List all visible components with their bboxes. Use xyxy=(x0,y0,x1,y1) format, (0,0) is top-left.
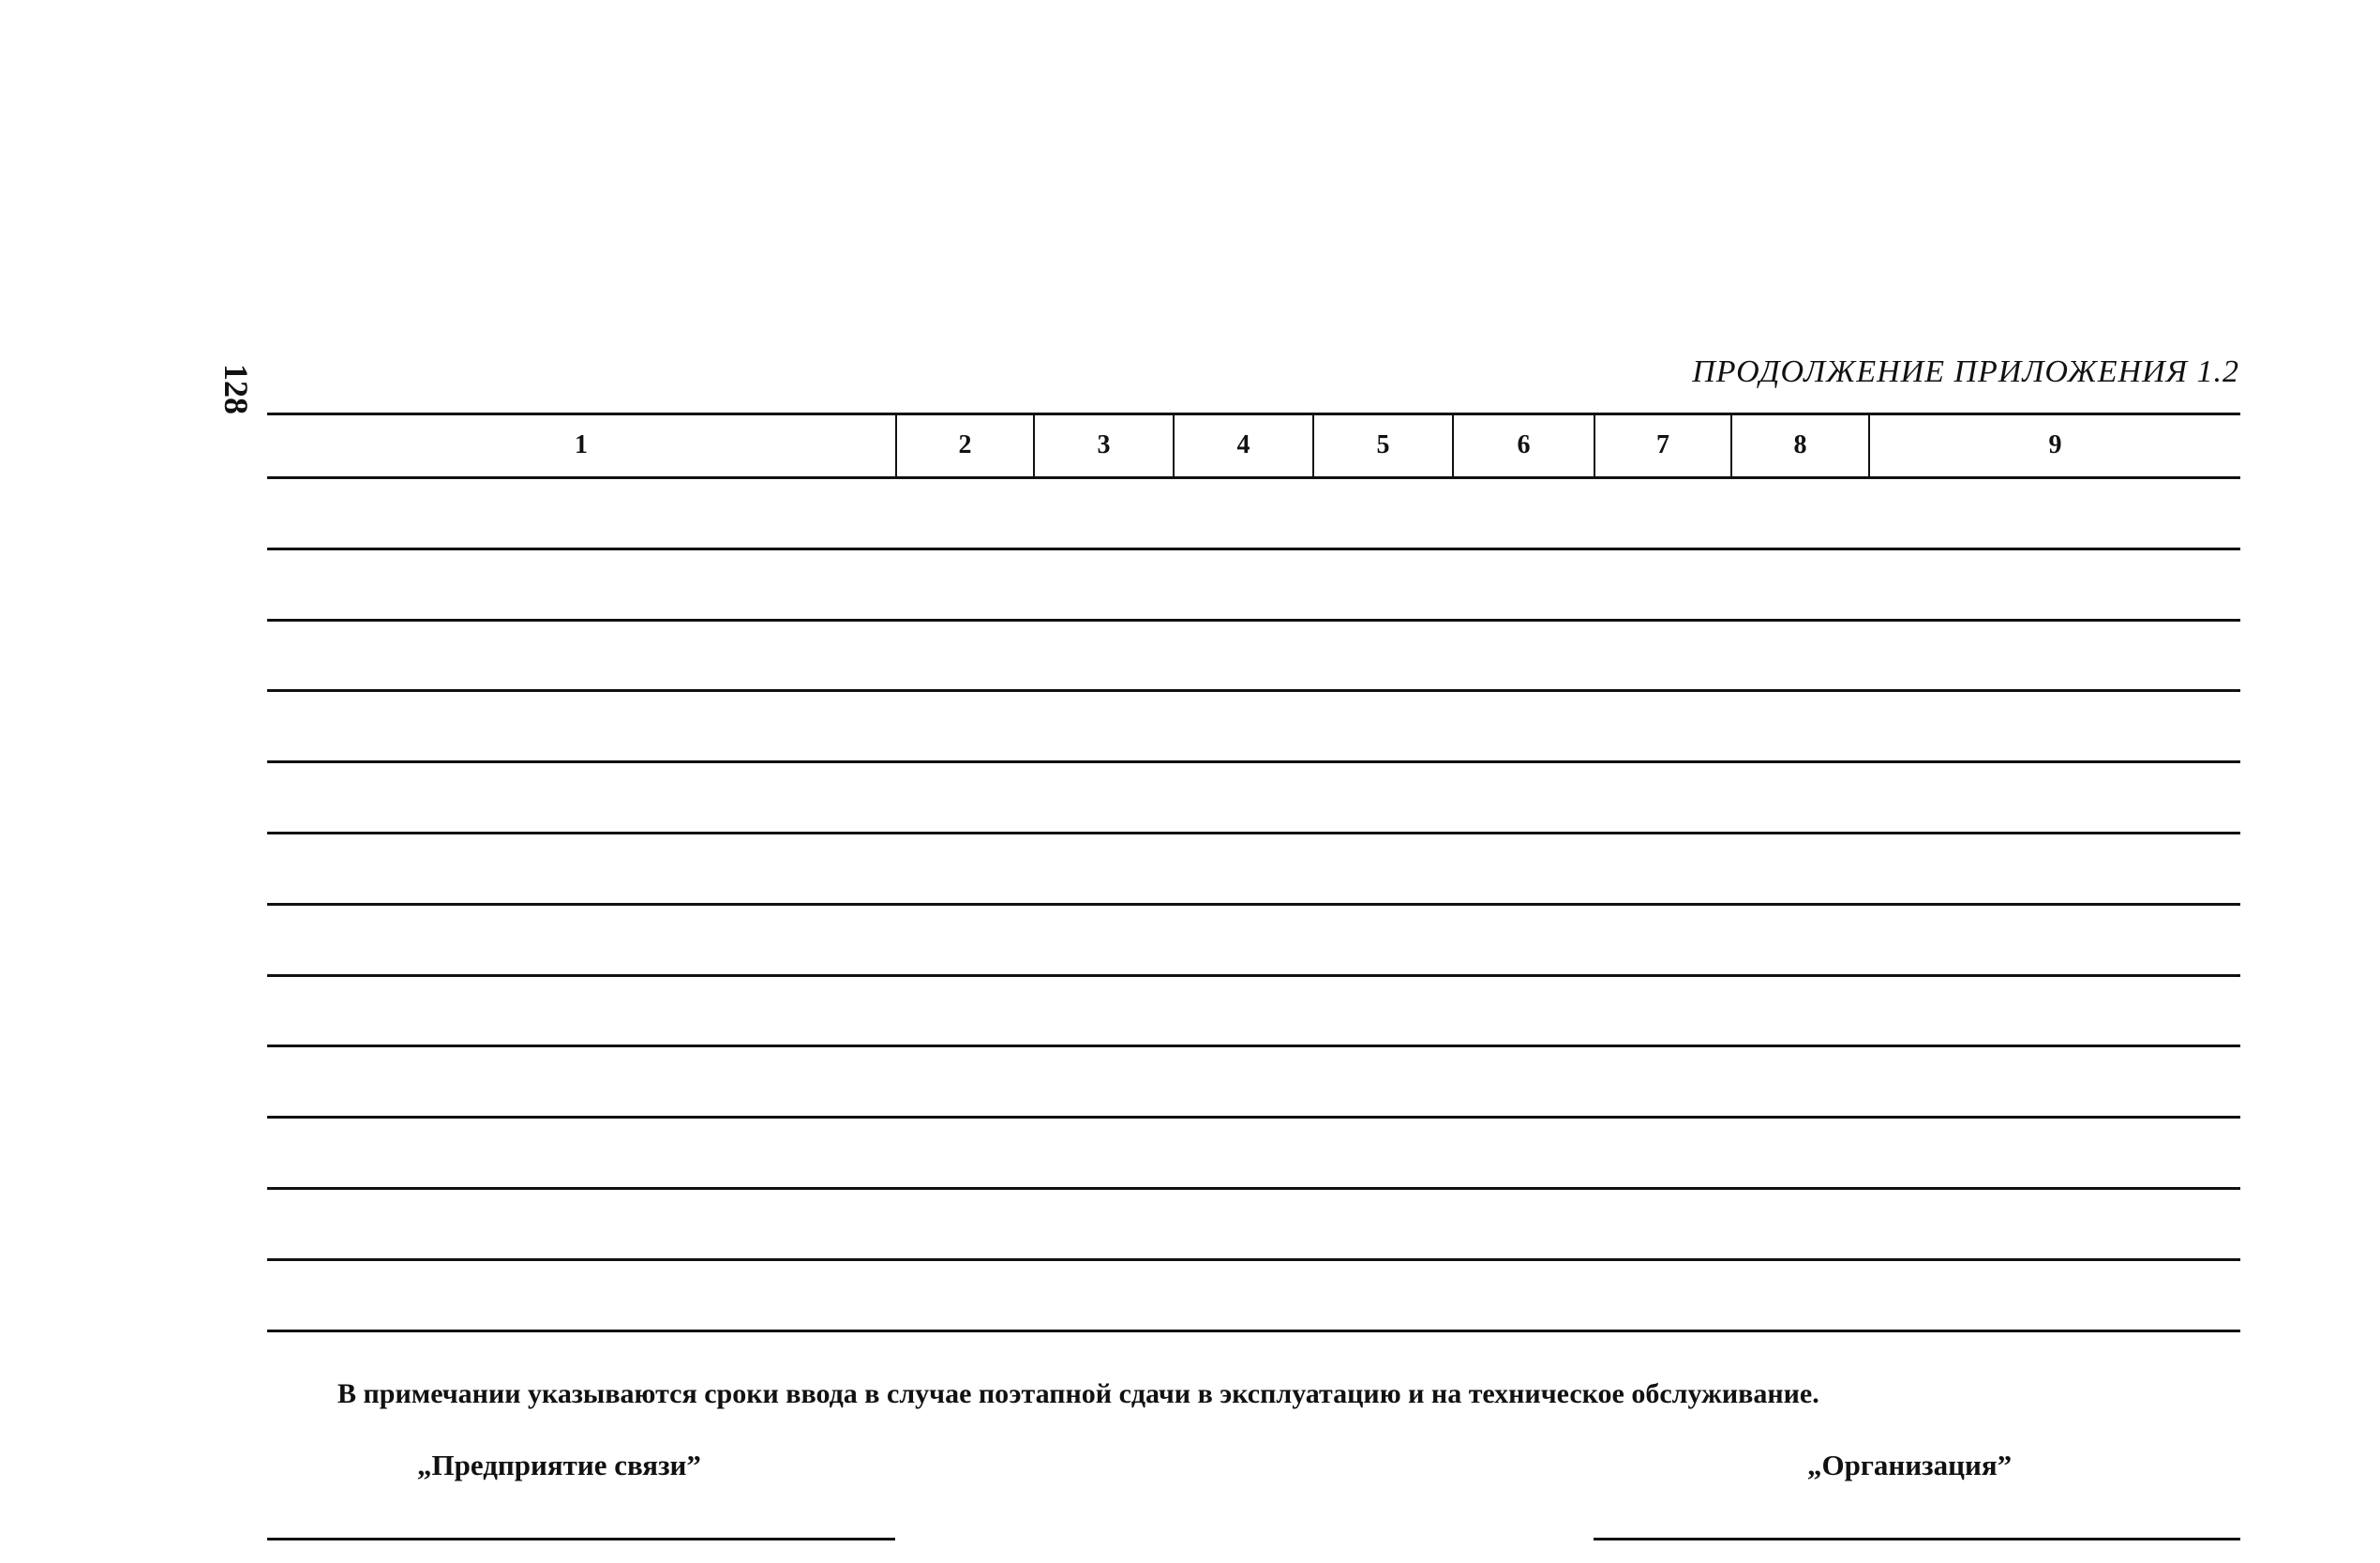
table-row-line xyxy=(267,760,2240,763)
table-row-line xyxy=(267,1045,2240,1047)
column-header-3: 3 xyxy=(1033,414,1173,476)
table-header-row xyxy=(267,414,2240,476)
signature-label-enterprise: „Предприятие связи” xyxy=(417,1449,701,1481)
table-row-line xyxy=(267,619,2240,622)
column-header-4: 4 xyxy=(1173,414,1312,476)
table-header-bottom-line xyxy=(267,476,2240,479)
table-row-line xyxy=(267,1187,2240,1190)
column-header-9: 9 xyxy=(1868,414,2240,476)
column-header-2: 2 xyxy=(895,414,1033,476)
column-header-6: 6 xyxy=(1452,414,1594,476)
table-row-line xyxy=(267,974,2240,977)
table-row-line xyxy=(267,689,2240,692)
page-number: 128 xyxy=(217,364,255,414)
signature-line-organization xyxy=(1594,1538,2240,1540)
signature-line-enterprise xyxy=(267,1538,895,1540)
column-header-8: 8 xyxy=(1730,414,1868,476)
table-row-line xyxy=(267,1258,2240,1261)
table-row-line xyxy=(267,903,2240,906)
table-row-line xyxy=(267,832,2240,834)
column-header-7: 7 xyxy=(1594,414,1730,476)
table-row-line xyxy=(267,1116,2240,1119)
appendix-title: ПРОДОЛЖЕНИЕ ПРИЛОЖЕНИЯ 1.2 xyxy=(1692,354,2239,389)
signature-label-organization: „Организация” xyxy=(1807,1449,2013,1481)
table-row-line xyxy=(267,548,2240,550)
footnote: В примечании указываются сроки ввода в случае поэтапной сдачи в эксплуатацию и на техническое обслуживание. xyxy=(337,1378,1819,1409)
table-row-line xyxy=(267,1330,2240,1332)
column-header-1: 1 xyxy=(575,430,588,459)
column-header-5: 5 xyxy=(1312,414,1452,476)
